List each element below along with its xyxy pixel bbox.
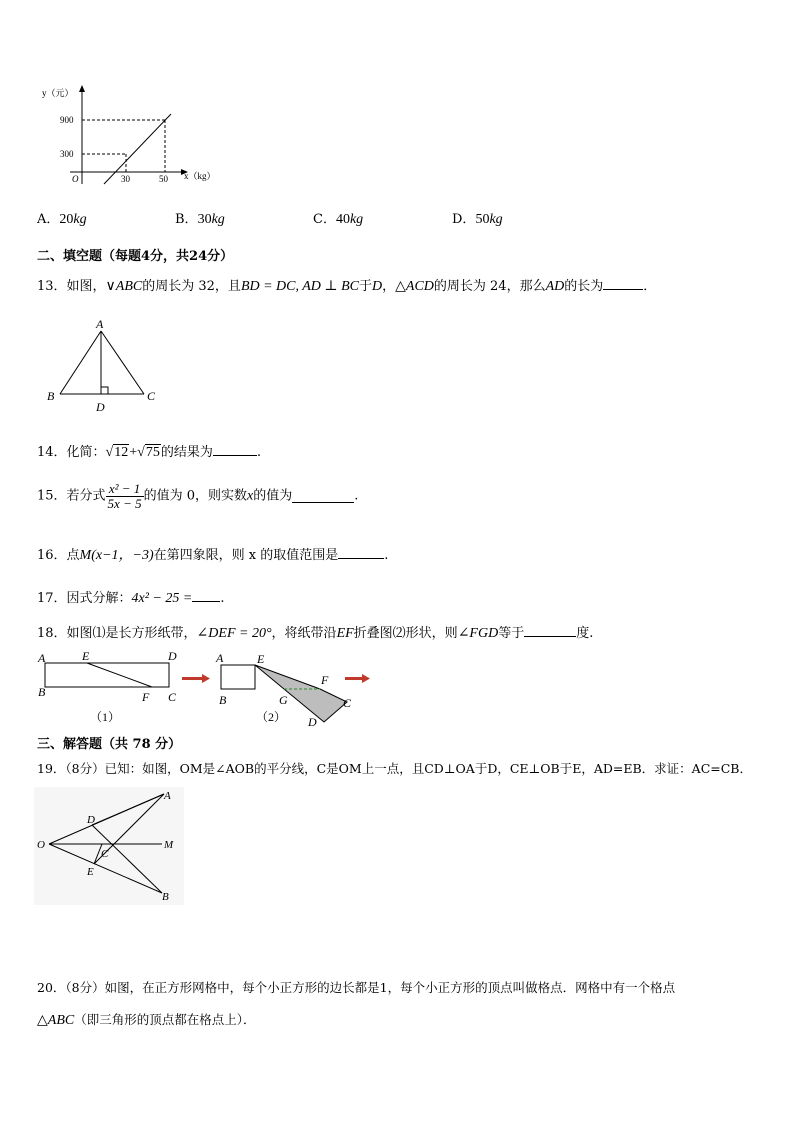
svg-text:A: A: [96, 317, 104, 331]
question-14: 14．化简：√12+√75的结果为 .: [37, 445, 261, 460]
question-15: 15．若分式 $\frac{\text{x² − 1}}{5x - 5}$ 的值为 0，则实数x的值为 .: [37, 481, 359, 511]
svg-text:B: B: [47, 389, 55, 403]
q17-answer-blank: [192, 589, 220, 602]
q12-option-b: B．30kg: [175, 212, 225, 227]
question-20-line-1: 20．（8分）如图，在正方形网格中，每个小正方形的边长都是1，每个小正方形的顶点叫做格点．网格中有一个格点: [37, 980, 676, 995]
section-3-heading: 三、解答题（共 78 分）: [37, 737, 182, 752]
svg-text:A: A: [164, 790, 171, 802]
origin-label: O: [72, 174, 79, 184]
svg-text:A: A: [38, 651, 46, 665]
q13-triangle-figure: [44, 316, 164, 416]
svg-text:A: A: [216, 651, 224, 665]
svg-text:B: B: [38, 685, 46, 699]
y-axis-label: y（元）: [42, 88, 74, 98]
svg-text:（1）: （1）: [90, 710, 121, 724]
y-tick-900: 900: [60, 115, 74, 125]
svg-text:（2）: （2）: [256, 710, 287, 724]
svg-text:D: D: [96, 400, 105, 414]
q12-option-d: D．50kg: [452, 212, 503, 227]
svg-text:F: F: [142, 690, 150, 704]
y-axis-arrow: [79, 85, 85, 92]
x-axis-label: x（kg）: [184, 171, 216, 181]
question-19: 19．（8分）已知：如图，OM是∠AOB的平分线，C是OM上一点，且CD⊥OA于D，CE⊥OB于E，AD=EB．求证：AC=CB．: [37, 761, 752, 776]
y-tick-300: 300: [60, 149, 74, 159]
question-20-line-2: △ABC（即三角形的顶点都在格点上）．: [37, 1012, 256, 1028]
svg-text:E: E: [82, 649, 90, 663]
question-17: 17．因式分解：4x² − 25 = .: [37, 591, 225, 606]
x-tick-30: 30: [121, 174, 130, 184]
svg-text:E: E: [87, 866, 94, 878]
svg-text:O: O: [37, 839, 45, 851]
svg-text:E: E: [257, 652, 265, 666]
q19-angle-bisector-figure: [34, 787, 184, 905]
svg-text:D: D: [87, 814, 95, 826]
svg-text:D: D: [168, 649, 177, 663]
question-18: 18．如图⑴是长方形纸带，∠DEF = 20°，将纸带沿EF折叠图⑵形状，则∠FGD等于 度.: [37, 626, 594, 641]
q13-answer-blank: [603, 277, 643, 290]
svg-text:D: D: [308, 715, 317, 729]
svg-text:G: G: [279, 693, 288, 707]
q18-answer-blank: [524, 624, 576, 637]
q12-option-c: C．40kg: [313, 212, 364, 227]
q14-answer-blank: [213, 443, 257, 456]
q15-fraction: $\frac{\text{x² − 1}}{5x - 5}$: [107, 481, 142, 511]
question-16: 16．点M(x−1，−3)在第四象限，则 x 的取值范围是 .: [37, 548, 389, 563]
price-weight-graph: [40, 84, 230, 189]
svg-text:M: M: [164, 839, 174, 851]
x-tick-50: 50: [159, 174, 168, 184]
section-2-heading: 二、填空题（每题4分，共24分）: [37, 249, 234, 264]
svg-text:C: C: [147, 389, 156, 403]
q12-option-a: A．20kg: [37, 212, 87, 227]
q16-answer-blank: [338, 546, 384, 559]
svg-text:C: C: [101, 848, 109, 860]
q18-paper-strip-figure: [34, 646, 379, 732]
svg-text:C: C: [168, 690, 177, 704]
svg-text:B: B: [219, 693, 227, 707]
question-13: 13．如图，∨ABC的周长为 32，且BD = DC, AD ⊥ BC于D，△ACD的周长为 24，那么AD的长为 ．: [37, 279, 657, 294]
svg-text:B: B: [162, 891, 169, 903]
q15-answer-blank: [292, 490, 354, 503]
svg-text:C: C: [343, 696, 352, 710]
svg-text:F: F: [321, 673, 329, 687]
